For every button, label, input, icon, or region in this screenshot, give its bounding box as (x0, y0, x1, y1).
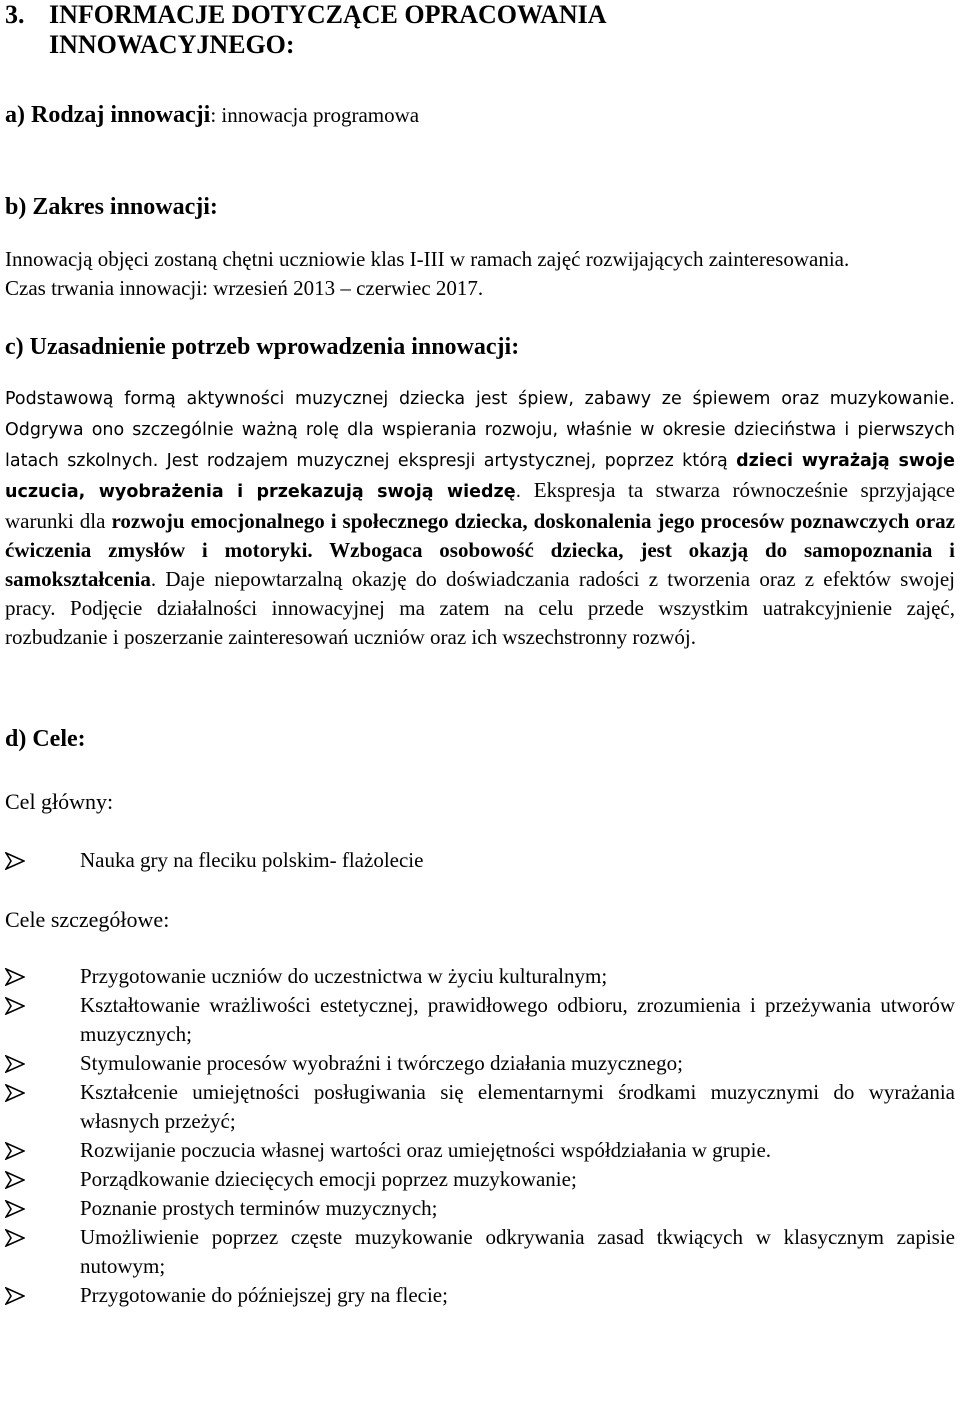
detailed-goals-list (5, 962, 955, 1310)
detailed-goal-text: Kształtowanie wrażliwości estetycznej, prawidłowego odbioru, zrozumienia i przeżywania utworów muzycznych; (80, 993, 955, 1046)
section-d-heading: d) Cele: (5, 726, 86, 752)
arrowhead-bullet-icon (5, 1287, 25, 1305)
arrowhead-bullet-icon (5, 997, 25, 1015)
detailed-goal-text: Umożliwienie poprzez częste muzykowanie odkrywania zasad tkwiących w klasycznym zapisie nutowym; (80, 1225, 955, 1278)
main-goal-list (5, 846, 955, 875)
section-3-heading (5, 0, 955, 60)
heading-line-1: INFORMACJE DOTYCZĄCE OPRACOWANIA (49, 0, 607, 29)
section-a-label: a) Rodzaj innowacji (5, 102, 211, 128)
section-c-sentence-3-bold: dzieci wyrażają swoje uczucia, wyobrażenia i przekazują swoją wiedzę (5, 451, 955, 502)
detailed-goal-text: Kształcenie umiejętności posługiwania się elementarnymi środkami muzycznymi do wyrażania własnych przeżyć; (80, 1080, 955, 1133)
section-c-sentence-3: Jest rodzajem muzycznej ekspresji artystycznej, poprzez którą (158, 451, 737, 471)
arrowhead-bullet-icon (5, 968, 25, 986)
heading-number: 3. (5, 0, 25, 29)
section-a-heading (5, 100, 955, 130)
main-goal-text: Nauka gry na fleciku polskim- flażolecie (80, 848, 424, 872)
detailed-goal-text: Rozwijanie poczucia własnej wartości oraz umiejętności współdziałania w grupie. (80, 1138, 772, 1162)
list-item (5, 1223, 955, 1281)
arrowhead-bullet-icon (5, 1200, 25, 1218)
section-b-paragraph-2: Czas trwania innowacji: wrzesień 2013 – czerwiec 2017. (5, 276, 484, 300)
arrowhead-bullet-icon (5, 1142, 25, 1160)
list-item (5, 991, 955, 1049)
section-c-sentence-2: Odgrywa ono szczególnie ważną rolę dla wspierania rozwoju, właśnie w okresie dzieciństwa i pierwszych latach szkolnych. (5, 420, 955, 471)
detailed-goal-text: Porządkowanie dziecięcych emocji poprzez muzykowanie; (80, 1167, 577, 1191)
list-item (5, 1165, 955, 1194)
list-item (5, 962, 955, 991)
detailed-goal-text: Przygotowanie do późniejszej gry na flecie; (80, 1283, 448, 1307)
arrowhead-bullet-icon (5, 1171, 25, 1189)
detailed-goal-text: Stymulowanie procesów wyobraźni i twórczego działania muzycznego; (80, 1051, 683, 1075)
list-item (5, 1281, 955, 1310)
arrowhead-bullet-icon (5, 1084, 25, 1102)
list-item (5, 1049, 955, 1078)
list-item (5, 846, 955, 875)
list-item (5, 1194, 955, 1223)
section-c-paragraph (5, 383, 955, 652)
arrowhead-bullet-icon (5, 1055, 25, 1073)
section-c-sentence-4: Ekspresja ta stwarza równocześnie sprzyjające warunki dla (5, 478, 955, 533)
list-item (5, 1136, 955, 1165)
detailed-goal-text: Poznanie prostych terminów muzycznych; (80, 1196, 438, 1220)
section-c-sentence-1: Podstawową formą aktywności muzycznej dziecka jest śpiew, zabawy ze śpiewem oraz muzykowanie. (5, 389, 955, 409)
section-b-heading: b) Zakres innowacji: (5, 194, 218, 220)
arrowhead-bullet-icon (5, 1229, 25, 1247)
main-goal-label: Cel główny: (5, 789, 114, 814)
document-page (5, 0, 955, 1310)
detailed-goals-label: Cele szczegółowe: (5, 907, 170, 932)
arrowhead-bullet-icon (5, 852, 25, 870)
section-b-paragraph-1: Innowacją objęci zostaną chętni uczniowie klas I-III w ramach zajęć rozwijających zainteresowania. (5, 247, 850, 271)
detailed-goal-text: Przygotowanie uczniów do uczestnictwa w życiu kulturalnym; (80, 964, 608, 988)
heading-line-2: INNOWACYJNEGO: (49, 30, 295, 59)
section-c-sentence-3-end: . (515, 482, 522, 502)
section-c-sentence-4-bold: rozwoju emocjonalnego i społecznego dziecka, doskonalenia jego procesów poznawczych oraz ćwiczenia zmysłów i motoryki. (5, 509, 955, 562)
section-c-sentence-5-end: . (150, 567, 157, 591)
section-c-sentence-6: Daje niepowtarzalną okazję do doświadczania radości z tworzenia oraz z efektów swojej pracy. Podjęcie działalności innowacyjnej ma zatem na celu przede wszystkim uatrakcyjnienie zajęć, rozbudzanie i poszerzanie zainteresowań uczniów oraz ich wszechstronny rozwój. (5, 567, 955, 649)
section-a-value: : innowacja programowa (210, 103, 420, 127)
section-c-heading: c) Uzasadnienie potrzeb wprowadzenia innowacji: (5, 334, 520, 360)
list-item (5, 1078, 955, 1136)
section-c-sentence-5-bold: Wzbogaca osobowość dziecka, jest okazją do samopoznania i samokształcenia (5, 538, 955, 591)
